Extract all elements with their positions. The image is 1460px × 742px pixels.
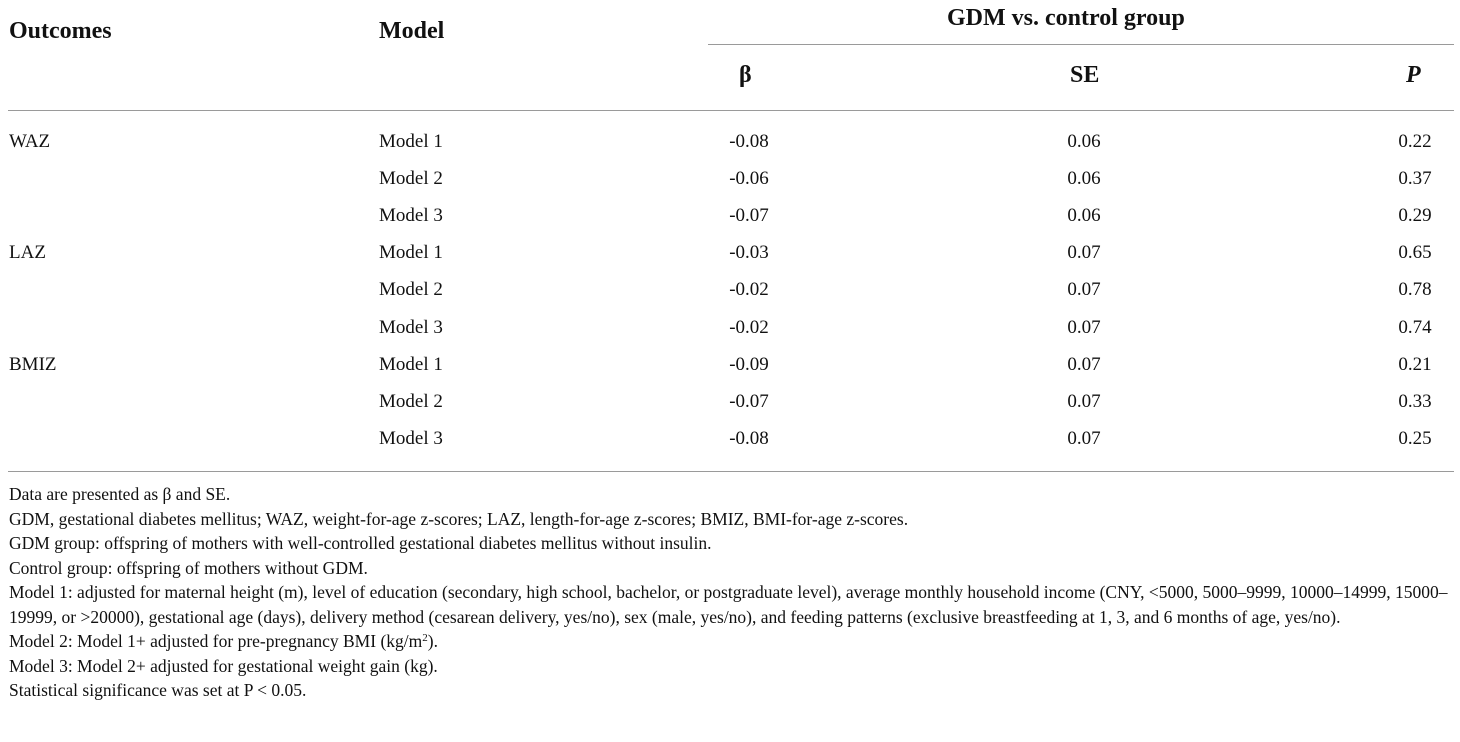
header-se: SE (1070, 62, 1100, 88)
note-model-2-end: ). (427, 631, 438, 651)
cell-se: 0.07 (1067, 242, 1101, 263)
cell-se: 0.07 (1067, 428, 1101, 449)
note-model-1: Model 1: adjusted for maternal height (m), level of education (secondary, high school, bachelor, or postgraduate level), average monthly household income (CNY, <5000, 5000–9999, 10000–14999, 15000–19999, or >20000), gestational age (days), delivery method (cesarean delivery, yes/no), sex (male, yes/no), and feeding patterns (exclusive breastfeeding at 1, 3, and 6 months of age, yes/no). (9, 582, 1448, 627)
cell-se: 0.06 (1067, 205, 1101, 226)
cell-p: 0.74 (1398, 317, 1432, 338)
cell-se: 0.07 (1067, 391, 1101, 412)
cell-p: 0.37 (1398, 168, 1432, 189)
cell-model: Model 3 (379, 205, 443, 226)
header-p: P (1406, 62, 1421, 88)
cell-beta: -0.09 (729, 354, 769, 375)
cell-model: Model 1 (379, 131, 443, 152)
table-bottom-rule (8, 471, 1454, 472)
cell-model: Model 3 (379, 428, 443, 449)
note-control-group: Control group: offspring of mothers without GDM. (9, 557, 368, 578)
cell-se: 0.07 (1067, 354, 1101, 375)
note-model-2-sup: 2 (422, 632, 428, 644)
cell-se: 0.07 (1067, 279, 1101, 300)
header-model: Model (379, 18, 445, 44)
cell-p: 0.22 (1398, 131, 1432, 152)
note-model-3: Model 3: Model 2+ adjusted for gestational weight gain (kg). (9, 655, 438, 676)
cell-beta: -0.03 (729, 242, 769, 263)
cell-se: 0.06 (1067, 131, 1101, 152)
cell-beta: -0.06 (729, 168, 769, 189)
cell-model: Model 1 (379, 354, 443, 375)
cell-se: 0.07 (1067, 317, 1101, 338)
note-abbreviations: GDM, gestational diabetes mellitus; WAZ, weight-for-age z-scores; LAZ, length-for-age z-scores; BMIZ, BMI-for-age z-scores. (9, 508, 909, 529)
cell-model: Model 1 (379, 242, 443, 263)
cell-model: Model 2 (379, 168, 443, 189)
group-underline (708, 44, 1454, 45)
cell-model: Model 2 (379, 391, 443, 412)
cell-p: 0.25 (1398, 428, 1432, 449)
cell-beta: -0.07 (729, 391, 769, 412)
cell-beta: -0.08 (729, 428, 769, 449)
note-model-2-text: Model 2: Model 1+ adjusted for pre-pregnancy BMI (kg/m (9, 631, 423, 651)
header-rule (8, 110, 1454, 111)
cell-p: 0.78 (1398, 279, 1432, 300)
cell-outcome: LAZ (9, 242, 46, 263)
cell-p: 0.65 (1398, 242, 1432, 263)
table-footnotes (9, 482, 1455, 703)
cell-p: 0.33 (1398, 391, 1432, 412)
note-model-2 (9, 629, 1455, 654)
header-outcomes: Outcomes (9, 18, 112, 44)
header-group: GDM vs. control group (947, 5, 1185, 31)
cell-model: Model 3 (379, 317, 443, 338)
cell-beta: -0.08 (729, 131, 769, 152)
cell-se: 0.06 (1067, 168, 1101, 189)
header-beta: β (739, 62, 752, 88)
cell-model: Model 2 (379, 279, 443, 300)
cell-outcome: BMIZ (9, 354, 57, 375)
cell-beta: -0.02 (729, 279, 769, 300)
note-significance: Statistical significance was set at P < 0.05. (9, 680, 307, 700)
cell-beta: -0.02 (729, 317, 769, 338)
cell-beta: -0.07 (729, 205, 769, 226)
cell-outcome: WAZ (9, 131, 51, 152)
note-gdm-group: GDM group: offspring of mothers with well-controlled gestational diabetes mellitus without insulin. (9, 533, 712, 553)
note-data-presented: Data are presented as β and SE. (9, 484, 231, 504)
cell-p: 0.21 (1398, 354, 1432, 375)
cell-p: 0.29 (1398, 205, 1432, 226)
